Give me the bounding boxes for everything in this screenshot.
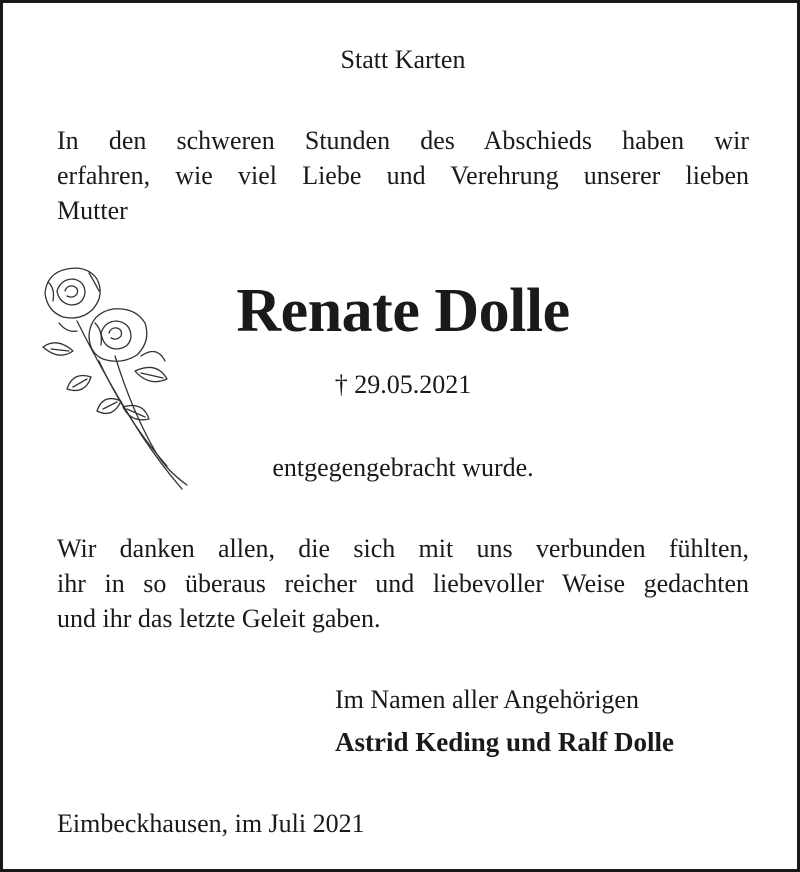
place-date: Eimbeckhausen, im Juli 2021 [57,809,365,838]
intro-line-1: In den schweren Stunden des Abschieds haben wir [57,126,749,155]
received-text: entgegengebracht wurde. [272,453,534,482]
death-date: † 29.05.2021 [334,370,472,399]
intro-line-2: erfahren, wie viel Liebe und Verehrung unserer lieben [57,161,749,190]
signers: Astrid Keding und Ralf Dolle [335,727,675,757]
thanks-line-2: ihr in so überaus reicher und liebevoller Weise gedachten [57,569,749,598]
deceased-name: Renate Dolle [236,277,570,345]
thanks-line-1: Wir danken allen, die sich mit uns verbunden fühlten, [57,534,749,563]
thanks-line-3: und ihr das letzte Geleit gaben. [57,604,381,633]
intro-line-3: Mutter [57,196,128,225]
on-behalf-text: Im Namen aller Angehörigen [335,685,639,714]
header-text: Statt Karten [340,45,466,74]
